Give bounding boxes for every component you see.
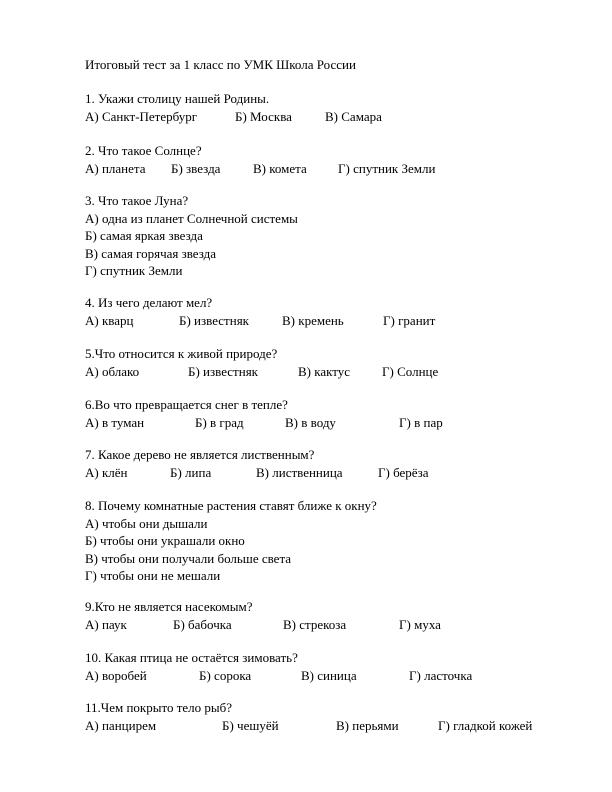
question-7 [85,446,565,481]
answer-option: В) синица [301,667,357,683]
answer-row [85,717,565,735]
answer-row [85,363,565,381]
answer-option: В) лиственница [256,464,343,480]
answer-option: А) клён [85,464,128,480]
answer-option: А) воробей [85,667,147,683]
answer-option: Б) чешуёй [222,717,279,733]
answer-option: А) Санкт-Петербург [85,108,198,124]
question-stem: 6.Во что превращается снег в тепле? [85,397,288,412]
question-stem: 4. Из чего делают мел? [85,295,213,310]
answer-option: В) кактус [298,363,351,379]
answer-option: А) планета [85,160,146,176]
answer-row [85,616,565,634]
answer-row [85,108,565,126]
answer-option: Г) берёза [378,464,429,480]
answer-option: Г) гранит [383,312,436,328]
question-5 [85,345,565,380]
question-stem: 5.Что относится к живой природе? [85,346,278,361]
answer-option: А) панцирем [85,717,157,733]
question-1 [85,90,565,125]
answer-option: Б) чтобы они украшали окно [85,533,245,548]
question-stem: 11.Чем покрыто тело рыб? [85,700,233,715]
answer-row [85,414,565,432]
answer-option: Г) ласточка [409,667,473,683]
answer-option: Б) известняк [179,312,249,328]
answer-option: А) одна из планет Солнечной системы [85,210,298,226]
question-11 [85,699,565,734]
answer-option: В) перьями [336,717,399,733]
test-title: Итоговый тест за 1 класс по УМК Школа России [85,57,356,72]
answer-option: В) чтобы они получали больше света [85,550,292,566]
answer-option: Б) в град [195,414,244,430]
answer-option: Г) Солнце [382,363,439,379]
answer-option: Г) спутник Земли [338,160,436,176]
answer-option: Б) сорока [199,667,252,683]
answer-option: Б) бабочка [173,616,232,632]
question-stem: 7. Какое дерево не является лиственным? [85,447,315,462]
answer-option: Б) звезда [171,160,221,176]
question-6 [85,396,565,431]
answer-option: А) паук [85,616,127,632]
answer-option: В) в воду [285,414,336,430]
question-4 [85,294,565,329]
question-2 [85,142,565,177]
answer-row [85,667,565,685]
answer-option: В) Самара [325,108,382,124]
question-stem: 10. Какая птица не остаётся зимовать? [85,650,298,665]
answer-option: Г) муха [399,616,441,632]
question-stem: 1. Укажи столицу нашей Родины. [85,91,270,106]
answer-option: А) кварц [85,312,134,328]
answer-option: А) чтобы они дышали [85,515,208,531]
answer-row [85,464,565,482]
answer-option: Г) гладкой кожей [438,717,533,733]
answer-option: Г) спутник Земли [85,263,183,278]
answer-option: Г) в пар [399,414,443,430]
question-stem: 2. Что такое Солнце? [85,143,202,158]
answer-option: В) самая горячая звезда [85,245,217,261]
answer-option: Б) липа [170,464,212,480]
answer-option: Б) Москва [235,108,292,124]
question-10 [85,649,565,684]
answer-option: Б) известняк [188,363,258,379]
question-3 [85,192,565,280]
answer-option: А) в туман [85,414,145,430]
question-9 [85,598,565,633]
answer-option: В) кремень [282,312,344,328]
answer-option: В) стрекоза [283,616,347,632]
answer-row [85,312,565,330]
question-stem: 8. Почему комнатные растения ставят ближе к окну? [85,498,377,513]
answer-row [85,160,565,178]
answer-option: Б) самая яркая звезда [85,228,203,243]
answer-option: В) комета [253,160,307,176]
question-stem: 3. Что такое Луна? [85,193,189,208]
answer-option: А) облако [85,363,140,379]
question-8 [85,497,565,585]
question-stem: 9.Кто не является насекомым? [85,599,253,614]
answer-option: Г) чтобы они не мешали [85,568,221,583]
